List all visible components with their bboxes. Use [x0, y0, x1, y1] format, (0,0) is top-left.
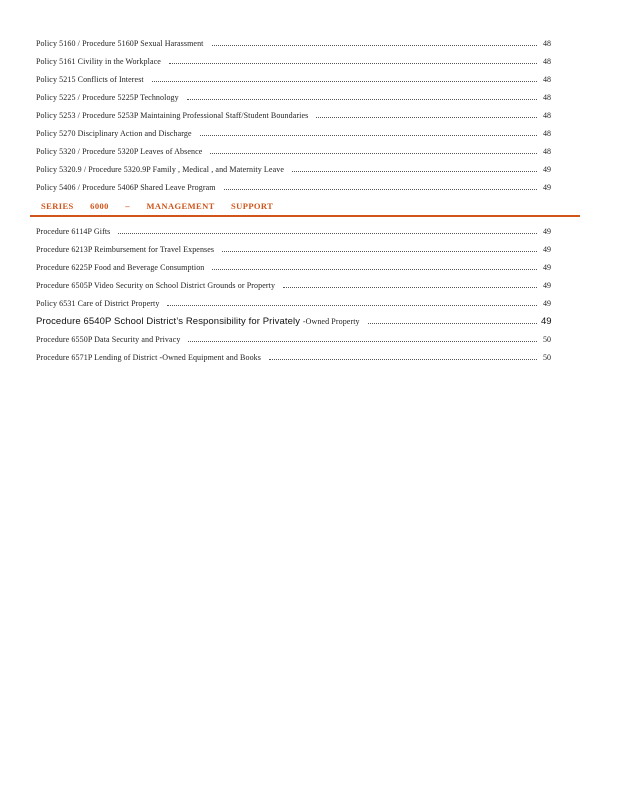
toc-entry[interactable] — [36, 258, 551, 276]
toc-entry-label: Procedure 6225P Food and Beverage Consumption — [36, 262, 205, 272]
toc-entry[interactable] — [36, 178, 551, 196]
toc-entry[interactable] — [36, 34, 551, 52]
toc-entry-label: Policy 5270 Disciplinary Action and Discharge — [36, 128, 192, 138]
toc-entry-label-main: Procedure 6540P School District’s Responsibility for Privately — [36, 315, 301, 327]
dot-leader — [269, 359, 537, 360]
toc-entry-page: 48 — [543, 38, 551, 48]
toc-entry[interactable] — [36, 124, 551, 142]
toc-entry[interactable] — [36, 160, 551, 178]
dot-leader — [292, 171, 537, 172]
dot-leader — [187, 99, 537, 100]
toc-entry-label: Policy 5253 / Procedure 5253P Maintaining Professional Staff/Student Boundaries — [36, 110, 309, 120]
toc-entry[interactable] — [36, 240, 551, 258]
toc-entry[interactable] — [36, 106, 551, 124]
toc-entry-label — [36, 316, 364, 327]
dot-leader — [212, 45, 538, 46]
toc-entry-page: 49 — [543, 164, 551, 174]
toc-entry-label: Policy 5225 / Procedure 5225P Technology — [36, 92, 179, 102]
toc-entry-label: Procedure 6114P Gifts — [36, 226, 111, 236]
toc-entry[interactable] — [36, 330, 551, 348]
toc-entry[interactable] — [36, 312, 551, 330]
dot-leader — [222, 251, 537, 252]
toc-entry-page: 49 — [543, 298, 551, 308]
toc-entry-page: 48 — [543, 92, 551, 102]
toc-entry-page: 49 — [543, 226, 551, 236]
toc-entry-page: 48 — [543, 56, 551, 66]
dot-leader — [316, 117, 537, 118]
dot-leader — [283, 287, 537, 288]
toc-entry-page: 50 — [543, 352, 551, 362]
toc-entry-page: 49 — [543, 262, 551, 272]
dot-leader — [169, 63, 537, 64]
toc-entry[interactable] — [36, 294, 551, 312]
toc-entry-label: Policy 5160 / Procedure 5160P Sexual Harassment — [36, 38, 204, 48]
toc-entry-label: Policy 5215 Conflicts of Interest — [36, 74, 144, 84]
toc-entry-page: 48 — [543, 146, 551, 156]
toc-entry-label: Policy 5320 / Procedure 5320P Leaves of Absence — [36, 146, 203, 156]
dot-leader — [200, 135, 537, 136]
toc-entry-label: Policy 5161 Civility in the Workplace — [36, 56, 161, 66]
toc-entry-label: Policy 5406 / Procedure 5406P Shared Leave Program — [36, 182, 216, 192]
dot-leader — [152, 81, 537, 82]
toc-entry-label: Procedure 6571P Lending of District -Owned Equipment and Books — [36, 352, 261, 362]
toc-top-list — [36, 34, 551, 196]
toc-entry[interactable] — [36, 222, 551, 240]
toc-entry[interactable] — [36, 142, 551, 160]
toc-entry[interactable] — [36, 52, 551, 70]
series-heading: SERIES 6000 – MANAGEMENT SUPPORT — [41, 201, 274, 211]
toc-entry[interactable] — [36, 276, 551, 294]
dot-leader — [188, 341, 537, 342]
toc-entry-page: 50 — [543, 334, 551, 344]
toc-entry-page: 49 — [543, 182, 551, 192]
toc-entry-label: Procedure 6550P Data Security and Privacy — [36, 334, 181, 344]
toc-entry-page: 49 — [543, 244, 551, 254]
dot-leader — [210, 153, 537, 154]
toc-entry-label: Procedure 6213P Reimbursement for Travel Expenses — [36, 244, 215, 254]
toc-entry-label: Policy 6531 Care of District Property — [36, 298, 160, 308]
toc-bottom-list — [36, 222, 551, 366]
toc-entry-label: Policy 5320.9 / Procedure 5320.9P Family , Medical , and Maternity Leave — [36, 164, 284, 174]
dot-leader — [368, 323, 537, 324]
dot-leader — [224, 189, 537, 190]
toc-entry-page: 49 — [543, 280, 551, 290]
toc-entry-page: 48 — [543, 128, 551, 138]
toc-entry-page: 48 — [543, 74, 551, 84]
toc-entry-label: Procedure 6505P Video Security on School District Grounds or Property — [36, 280, 276, 290]
toc-entry[interactable] — [36, 348, 551, 366]
toc-entry-page: 49 — [541, 315, 552, 327]
dot-leader — [118, 233, 537, 234]
dot-leader — [212, 269, 537, 270]
toc-entry-page: 48 — [543, 110, 551, 120]
toc-entry[interactable] — [36, 70, 551, 88]
toc-entry-label-suffix: -Owned Property — [302, 316, 360, 326]
series-divider — [30, 215, 580, 217]
dot-leader — [167, 305, 537, 306]
toc-entry[interactable] — [36, 88, 551, 106]
